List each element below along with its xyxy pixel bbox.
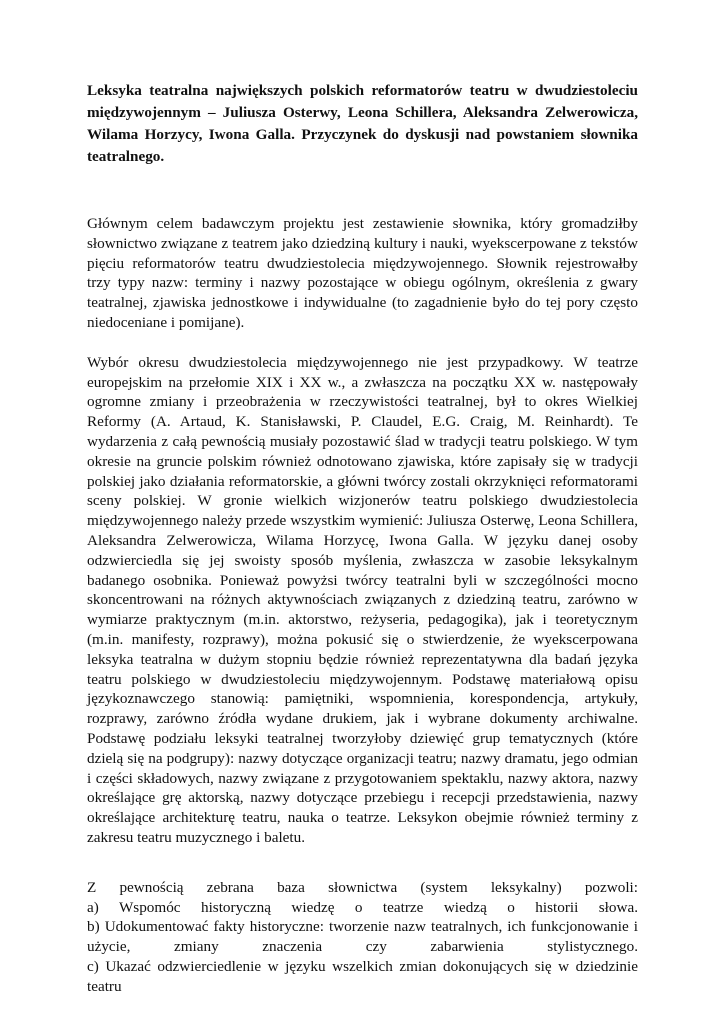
paragraph-period-choice: Wybór okresu dwudziestolecia międzywojennego nie jest przypadkowy. W teatrze europejskim na przełomie XIX i XX w., a zwłaszcza na początku XX w. następowały ogromne zmiany i przeobrażenia w rzeczywistości teatralnej, był to okres Wielkiej Reformy (A. Artaud, K. Stanisławski, P. Claudel, E.G. Craig, M. Reinhardt). Te wydarzenia z całą pewnością musiały pozostawić ślad w tradycji teatru polskiego. W tym okresie na gruncie polskim również odnotowano zjawiska, które zapisały się w tradycji polskiej jako działania reformatorskie, a główni twórcy zostali okrzyknięci reformatorami sceny polskiej. W gronie wielkich wizjonerów teatru polskiego dwudziestolecia międzywojennego należy przede wszystkim wymienić: Juliusza Osterwę, Leona Schillera, Aleksandra Zelwerowicza, Wilama Horzycę, Iwona Galla. W języku danej osoby odzwierciedla się jej swoisty sposób myślenia, zwłaszcza w zasobie leksykalnym badanego osobnika. Ponieważ powyżsi twórcy teatralni byli w szczególności mocno skoncentrowani na różnych aktywnościach związanych z dziedziną teatru, zarówno w wymiarze praktycznym (m.in. aktorstwo, reżyseria, pedagogika), jak i teoretycznym (m.in. manifesty, rozprawy), można pokusić się o stwierdzenie, że wyekscerpowana leksyka teatralna w dużym stopniu będzie również reprezentatywna dla badań języka teatru polskiego w dwudziestoleciu międzywojennym. Podstawę materiałową opisu językoznawczego stanowią: pamiętniki, wspomnienia, korespondencja, artykuły, rozprawy, zarówno źródła wydane drukiem, jak i wybrane dokumenty archiwalne. Podstawę podziału leksyki teatralnej tworzyłoby dziewięć grup tematycznych (które dzielą się na podgrupy): nazwy dotyczące organizacji teatru; nazwy dramatu, jego odmian i części składowych, nazwy związane z przygotowaniem spektaklu, nazwy aktora, nazwy określające grę aktorską, nazwy dotyczące przebiegu i recepcji przedstawienia, nazwy określające architekturę teatru, nauka o teatrze. Leksykon obejmie również terminy z zakresu teatru muzycznego i baletu.	[87, 353, 638, 846]
paragraph-outcomes	[87, 878, 638, 997]
document-page	[87, 80, 638, 996]
outcomes-intro-line: Z pewnością zebrana baza słownictwa (system leksykalny) pozwoli:	[87, 878, 638, 896]
paragraph-project-goal: Głównym celem badawczym projektu jest zestawienie słownika, który gromadziłby słownictwo związane z teatrem jako dziedziną kultury i nauki, wyekscerpowane z tekstów pięciu reformatorów teatru dwudziestolecia międzywojennego. Słownik rejestrowałby trzy typy nazw: terminy i nazwy pozostające w obiegu ogólnym, określenia z gwary teatralnej, zjawiska jednostkowe i indywidualne (to zagadnienie było do tej pory często niedoceniane i pomijane).	[87, 215, 638, 331]
document-title: Leksyka teatralna największych polskich reformatorów teatru w dwudziestoleciu międzywojennym – Juliusza Osterwy, Leona Schillera, Aleksandra Zelwerowicza, Wilama Horzycy, Iwona Galla. Przyczynek do dyskusji nad powstaniem słownika teatralnego.	[87, 82, 638, 165]
outcome-item-c: c) Ukazać odzwierciedlenie w języku wszelkich zmian dokonujących się w dziedzinie teatru	[87, 957, 638, 995]
outcome-item-a: a) Wspomóc historyczną wiedzę o teatrze wiedzą o historii słowa.	[87, 898, 638, 916]
outcome-item-b: b) Udokumentować fakty historyczne: tworzenie nazw teatralnych, ich funkcjonowanie i	[87, 918, 638, 936]
outcome-item-b-continued: użycie, zmiany znaczenia czy zabarwienia stylistycznego.	[87, 938, 638, 956]
